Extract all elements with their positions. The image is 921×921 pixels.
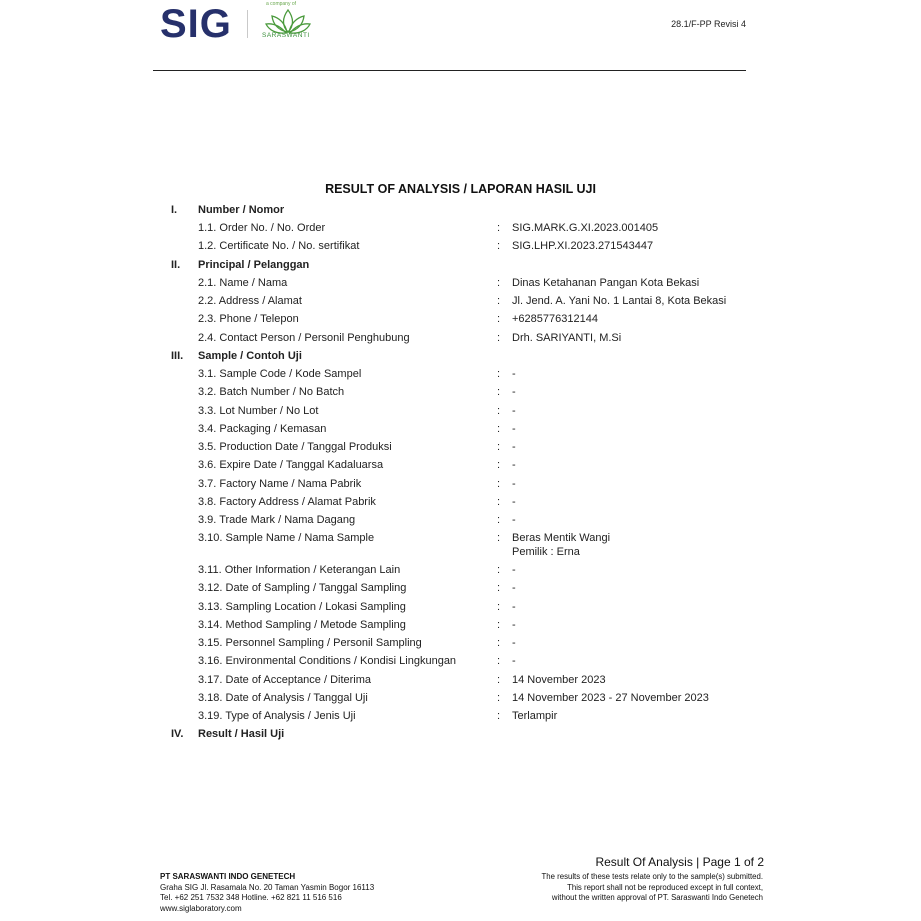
field-value: Dinas Ketahanan Pangan Kota Bekasi xyxy=(512,277,700,289)
field-label: 3.10. Sample Name / Nama Sample xyxy=(198,532,375,544)
page-indicator: Result Of Analysis | Page 1 of 2 xyxy=(595,855,764,869)
section-number: I. xyxy=(171,204,178,216)
section-label: Number / Nomor xyxy=(198,204,285,216)
field-separator: : xyxy=(497,692,501,704)
field-separator: : xyxy=(497,459,501,471)
field-separator: : xyxy=(497,295,501,307)
field-value: SIG.MARK.G.XI.2023.001405 xyxy=(512,222,659,234)
field-value: - xyxy=(512,441,516,453)
field-label: 3.1. Sample Code / Kode Sampel xyxy=(198,368,362,380)
field-label: 3.11. Other Information / Keterangan Lain xyxy=(198,564,401,576)
company-phone: Tel. +62 251 7532 348 Hotline. +62 821 11 516 516 xyxy=(160,893,342,902)
field-value: - xyxy=(512,601,516,613)
field-value: +6285776312144 xyxy=(512,313,598,325)
section-label: Principal / Pelanggan xyxy=(198,259,310,271)
field-label: 3.13. Sampling Location / Lokasi Sampling xyxy=(198,601,406,613)
field-separator: : xyxy=(497,222,501,234)
disclaimer xyxy=(542,872,763,904)
field-label: 3.12. Date of Sampling / Tanggal Sampling xyxy=(198,582,407,594)
section-number: II. xyxy=(171,259,181,271)
field-label: 2.2. Address / Alamat xyxy=(198,295,302,307)
field-label: 3.14. Method Sampling / Metode Sampling xyxy=(198,619,406,631)
field-label: 3.19. Type of Analysis / Jenis Uji xyxy=(198,710,356,722)
field-separator: : xyxy=(497,514,501,526)
saraswanti-tagline: a company of xyxy=(266,1,297,7)
saraswanti-logo-text: SARASWANTI xyxy=(262,32,310,39)
field-label: 3.17. Date of Acceptance / Diterima xyxy=(198,674,372,686)
form-code: 28.1/F-PP Revisi 4 xyxy=(671,19,746,29)
field-value: Beras Mentik Wangi xyxy=(512,532,611,544)
company-name: PT SARASWANTI INDO GENETECH xyxy=(160,872,296,881)
field-separator: : xyxy=(497,655,501,667)
field-separator: : xyxy=(497,710,501,722)
field-value: - xyxy=(512,368,516,380)
field-value: 14 November 2023 xyxy=(512,674,606,686)
field-value: - xyxy=(512,423,516,435)
field-separator: : xyxy=(497,619,501,631)
field-label: 3.16. Environmental Conditions / Kondisi Lingkungan xyxy=(198,655,457,667)
field-separator: : xyxy=(497,423,501,435)
field-label: 3.4. Packaging / Kemasan xyxy=(198,423,327,435)
field-separator: : xyxy=(497,582,501,594)
field-value: - xyxy=(512,514,516,526)
field-separator: : xyxy=(497,564,501,576)
field-separator: : xyxy=(497,441,501,453)
field-separator: : xyxy=(497,240,501,252)
field-value: - xyxy=(512,655,516,667)
field-label: 2.3. Phone / Telepon xyxy=(198,313,299,325)
section-number: IV. xyxy=(171,728,184,740)
disclaimer-line: This report shall not be reproduced except in full context, xyxy=(567,882,763,892)
field-value: - xyxy=(512,496,516,508)
field-separator: : xyxy=(497,332,501,344)
field-value: - xyxy=(512,459,516,471)
company-address: Graha SIG Jl. Rasamala No. 20 Taman Yasmin Bogor 16113 xyxy=(160,882,375,892)
field-separator: : xyxy=(497,496,501,508)
field-label: 3.2. Batch Number / No Batch xyxy=(198,386,345,398)
field-separator: : xyxy=(497,601,501,613)
disclaimer-line: without the written approval of PT. Saraswanti Indo Genetech xyxy=(551,893,763,902)
field-label: 3.8. Factory Address / Alamat Pabrik xyxy=(198,496,376,508)
field-label: 1.1. Order No. / No. Order xyxy=(198,222,326,234)
field-label: 3.6. Expire Date / Tanggal Kadaluarsa xyxy=(198,459,384,471)
field-value: - xyxy=(512,637,516,649)
field-value: - xyxy=(512,478,516,490)
field-value: SIG.LHP.XI.2023.271543447 xyxy=(512,240,654,252)
field-label: 3.18. Date of Analysis / Tanggal Uji xyxy=(198,692,368,704)
field-label: 2.1. Name / Nama xyxy=(198,277,288,289)
document-title: RESULT OF ANALYSIS / LAPORAN HASIL UJI xyxy=(325,182,596,196)
field-label: 3.3. Lot Number / No Lot xyxy=(198,405,319,417)
field-separator: : xyxy=(497,674,501,686)
field-value: - xyxy=(512,405,516,417)
field-label: 2.4. Contact Person / Personil Penghubung xyxy=(198,332,410,344)
field-separator: : xyxy=(497,405,501,417)
field-separator: : xyxy=(497,478,501,490)
field-label: 1.2. Certificate No. / No. sertifikat xyxy=(198,240,360,252)
field-separator: : xyxy=(497,386,501,398)
field-separator: : xyxy=(497,368,501,380)
section-label: Sample / Contoh Uji xyxy=(198,350,302,362)
field-value: Jl. Jend. A. Yani No. 1 Lantai 8, Kota Bekasi xyxy=(512,295,727,307)
disclaimer-line: The results of these tests relate only to the sample(s) submitted. xyxy=(541,872,763,881)
field-label: 3.9. Trade Mark / Nama Dagang xyxy=(198,514,356,526)
field-value: 14 November 2023 - 27 November 2023 xyxy=(512,692,709,704)
field-value: - xyxy=(512,386,516,398)
company-website: www.siglaboratory.com xyxy=(160,903,242,913)
field-value: - xyxy=(512,582,516,594)
section-label: Result / Hasil Uji xyxy=(198,728,285,740)
field-value: - xyxy=(512,564,516,576)
sig-logo: SIG xyxy=(160,2,232,46)
field-value: Drh. SARIYANTI, M.Si xyxy=(512,332,622,344)
field-value: Terlampir xyxy=(512,710,558,722)
field-separator: : xyxy=(497,313,501,325)
field-separator: : xyxy=(497,277,501,289)
company-info xyxy=(160,872,374,914)
field-separator: : xyxy=(497,532,501,544)
section-number: III. xyxy=(171,350,184,362)
field-value: - xyxy=(512,619,516,631)
field-separator: : xyxy=(497,637,501,649)
field-label: 3.7. Factory Name / Nama Pabrik xyxy=(198,478,362,490)
field-label: 3.5. Production Date / Tanggal Produksi xyxy=(198,441,392,453)
field-value-secondary: Pemilik : Erna xyxy=(512,546,580,558)
field-label: 3.15. Personnel Sampling / Personil Sampling xyxy=(198,637,422,649)
